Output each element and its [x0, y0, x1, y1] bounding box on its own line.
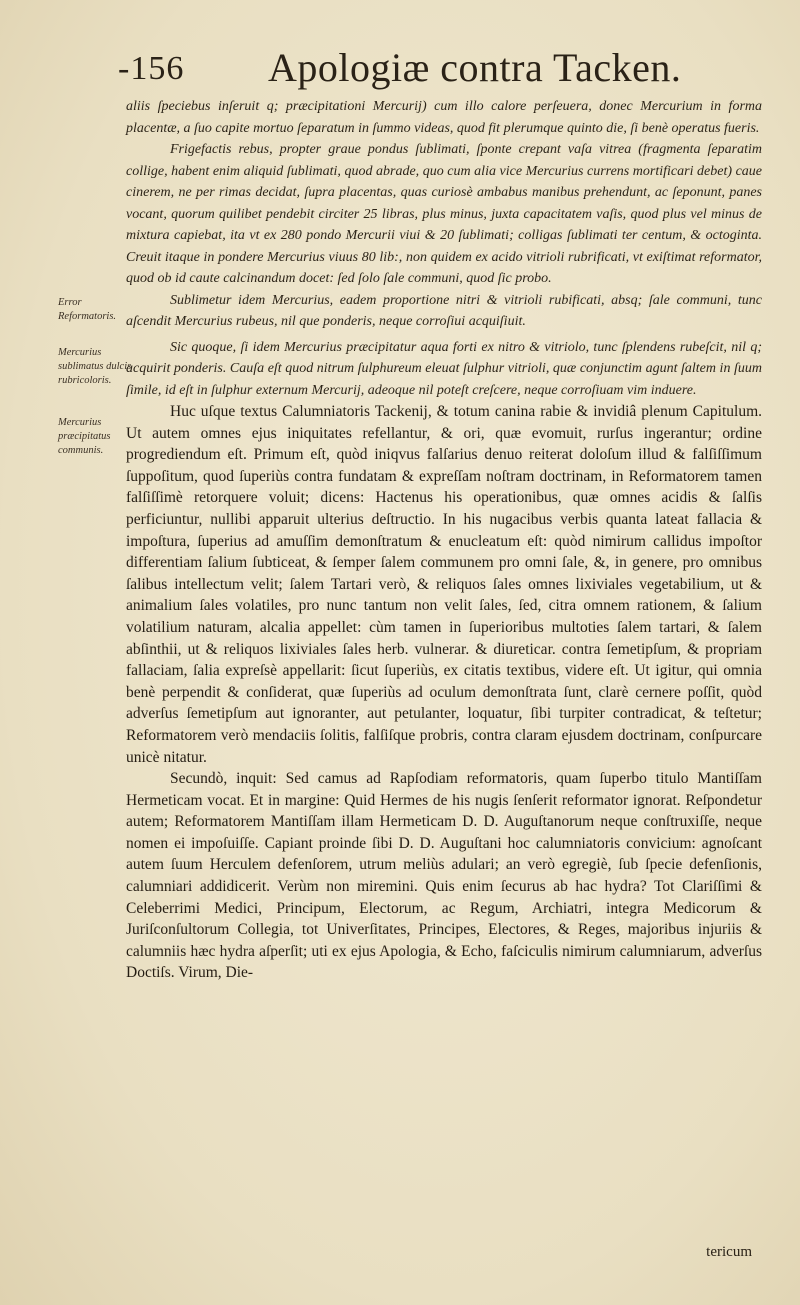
main-text	[126, 96, 762, 984]
margin-note-mercurius-sublimatus: Mercurius sublimatus dulcis rubricoloris.	[58, 347, 132, 386]
paragraph-continuation: aliis ſpeciebus inſeruit q; præcipitationi Mercurij) cum illo calore perſeuera, donec Mercurium in forma placentæ, a ſuo capite mortuo ſeparatum in ſummo videas, quod fit plerumque quinto die, ſi benè operatus fueris.	[126, 99, 762, 136]
page-header	[118, 44, 758, 94]
paragraph-huc-usque: Huc uſque textus Calumniatoris Tackenij, & totum canina rabie & invidiâ plenum Capitulum. Ut autem omnes ejus iniquitates refellantur, & ori, quæ evomuit, rurſus ingerantur; ordine progrediendum eſt. Primum eſt, quòd iniqvus falſarius denuo reiterat doloſum illud & falſiſſimum ſuppoſitum, quod ſuperiùs contra fundatam & expreſſam noſtram doctrinam, in Reformatorem tamen falſiſſimè retorquere voluit; dicens: Hactenus his operationibus, quæ omnes acidis & ſalſis perficiuntur, nullibi apparuit ulterius deſtructio. In his nugacibus verbis quanta lateat fallacia & impoſtura, ſuperius ad amuſſim demonſtratum & enucleatum eſt: quòd nimirum callidus impoſtor differentiam ſalium ſubticeat, & ſemper ſalem communem pro omni ſale, &, in genere, pro omnibus ſalibus intellectum velit; ſalem Tartari verò, & reliquos ſales omnes lixiviales vegetabilium, ut & animalium ſales volatiles, pro nunc tantum non velit ſales, ſed, citra omnem rationem, & ſalium volatilium naturam, alcalia appellet: cùm tamen in ſuperioribus multoties ſalem tartari, & ſalem abſinthii, ut & reliquos lixiviales ſales herb. vulnerar. & diureticar. contra ſemetipſum, & propriam fallaciam, ſalia expreſsè appellarit: ſicut ſuperiùs, ex citatis textibus, videre eſt. Ut igitur, qui omnia benè perpendit & conſiderat, quæ ſuperiùs ad oculum demonſtrata ſunt, clarè cernere poſſit, quòd adverſus ſemetipſum aut ignoranter, aut petulanter, loquatur, ſibi turpiter contradicat, & teſtetur; Reformatorem verò mendaciis ſolitis, falſiſque probris, contra claram ejusdem doctrinam, conſpurcare unicè nitatur.	[126, 403, 762, 766]
page-number: -156	[118, 50, 185, 87]
paragraph-sic-quoque: Sic quoque, ſi idem Mercurius præcipitatur aqua forti ex nitro & vitriolo, tunc ſplendens rubeſcit, nil q; acquirit ponderis. Cauſa eſt quod nitrum ſulphureum eleuat ſulphur vitrioli, quæ conjunctim agunt ſaltem in ſuum ſimile, id eſt in ſulphur externum Mercurij, adeoque nil poteſt creſcere, neque corroſiuam vim induere.	[126, 339, 762, 398]
catchword: tericum	[706, 1244, 752, 1260]
paragraph-secundo: Secundò, inquit: Sed camus ad Rapſodiam reformatoris, quam ſuperbo titulo Mantiſſam Hermeticam vocat. Et in margine: Quid Hermes de his nugis ſenſerit reformator ignorat. Reſpondetur autem; Reformatorem Mantiſſam illam Hermeticam D. D. Auguſtanorum neque conſtruxiſſe, neque nomen ei impoſuiſſe. Capiant proinde ſibi D. D. Auguſtani hoc calumniatoris convicium: agnoſcant autem ſuum Herculem defenſorem, utrum meliùs adulari; an verò egregiè, ſub ſpecie defenſionis, calumniari addidicerit. Verùm non miremini. Quis enim ſecurus ab hac hydra? Tot Clariſſimi & Celeberrimi Medici, Principum, Electorum, ac Regum, Archiatri, integra Medicorum & Juriſconſultorum Collegia, tot Univerſitates, Principes, Electores, & Reges, majoribus injuriis & calumniis hæc hydra aſperſit; uti ex ejus Apologia, & Echo, faſciculis nimirum calumniarum, adverſus Doctiſs. Virum, Die-	[126, 770, 762, 982]
paragraph-frigefactis: Frigefactis rebus, propter graue pondus ſublimati, ſponte crepant vaſa vitrea (fragmenta ſeparatim collige, habent enim aliquid ſublimati, quod abrade, quo cum alia vice Mercurius currens mortificari debet) caue cinerem, ne per rimas decidat, ſupra placentas, quas curiosè ambabus manibus prehendunt, ac ſeponunt, panes vocant, quorum quilibet pendebit circiter 25 libras, plus minus, juxta capacitatem vaſis, quod plus vel minus de mixtura capiebat, ita vt ex 280 pondo Mercurii viui & 20 ſublimati; colligas ſublimati ter centum, & octoginta. Creuit itaque in pondere Mercurius viuus 80 lib:, non quidem ex acido vitrioli rubrificati, vt exiſtimat reformator, quod ob id caute calcinandum docet: ſed ſolo ſale communi, quod ſic probo.	[126, 142, 762, 286]
running-title: Apologiæ contra Tacken.	[268, 45, 682, 90]
margin-note-mercurius-praecipitatus: Mercurius præcipitatus communis.	[58, 417, 111, 456]
paragraph-sublimetur: Sublimetur idem Mercurius, eadem proportione nitri & vitrioli rubificati, absq; ſale communi, tunc aſcendit Mercurius rubeus, nil que ponderis, neque corroſiui acquiſiuit.	[126, 292, 762, 329]
margin-note-error-reformatoris: Error Reformatoris.	[58, 297, 117, 322]
